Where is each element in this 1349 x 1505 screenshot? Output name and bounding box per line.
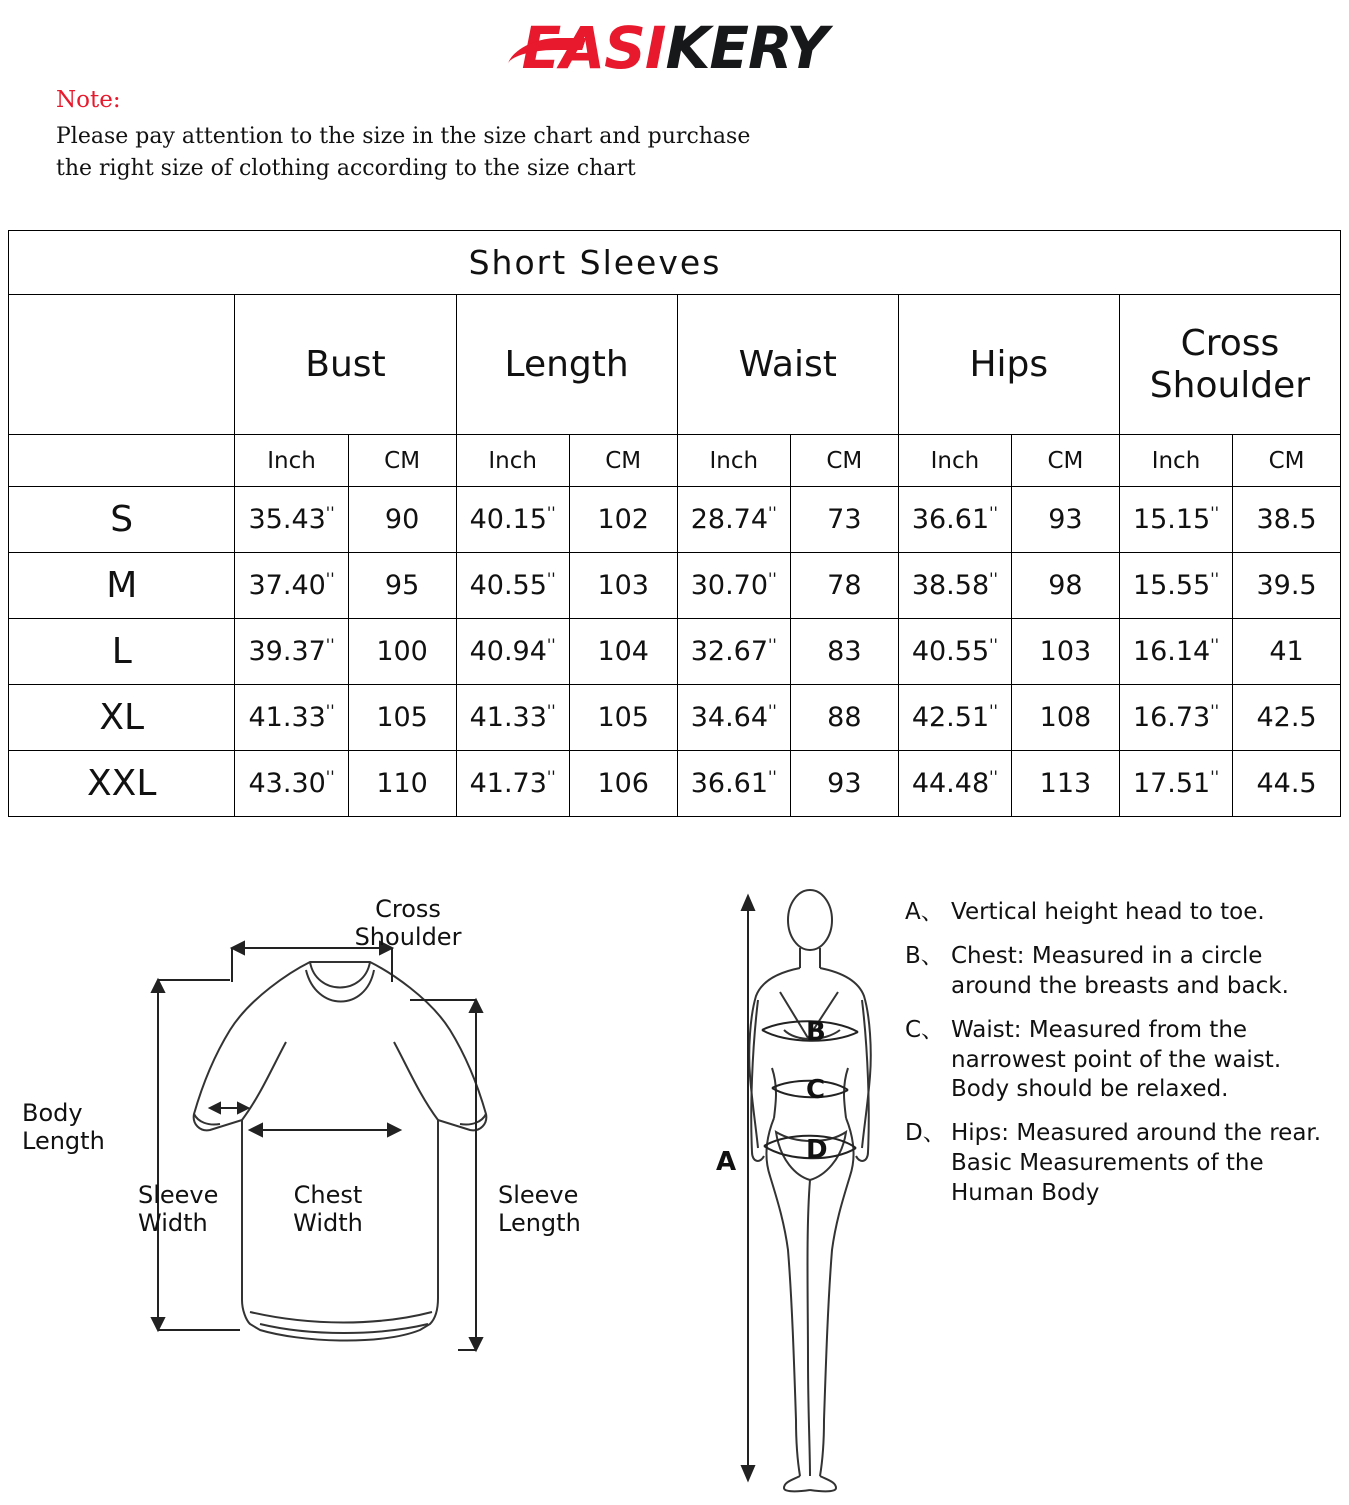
cell-hips-cm: 113 [1011, 751, 1119, 817]
legend-item-a [905, 898, 1335, 928]
cell-waist-cm: 93 [790, 751, 898, 817]
measure-group-header-row [9, 295, 1341, 435]
table-row [9, 751, 1341, 817]
label-body-length-line2: Length [22, 1126, 105, 1155]
unit-corner-cell [9, 435, 235, 487]
measurement-legend [905, 898, 1335, 1223]
cell-length-cm: 105 [569, 685, 677, 751]
legend-key-a: A、 [905, 899, 944, 925]
cell-length-inch: 40.15'' [456, 487, 569, 553]
unit-bust-cm: CM [348, 435, 456, 487]
label-sleeve-length-line2: Length [498, 1208, 581, 1237]
cell-shoulder-cm: 38.5 [1233, 487, 1341, 553]
legend-text-b: Chest: Measured in a circle around the breasts and back. [951, 942, 1289, 999]
unit-bust-inch: Inch [235, 435, 348, 487]
size-label: L [9, 619, 235, 685]
cell-waist-inch: 32.67'' [677, 619, 790, 685]
cell-hips-inch: 44.48'' [898, 751, 1011, 817]
body-measurement-diagram [700, 880, 920, 1500]
cell-length-cm: 102 [569, 487, 677, 553]
cell-hips-inch: 42.51'' [898, 685, 1011, 751]
label-sleeve-width-line1: Sleeve [138, 1181, 219, 1209]
legend-text-c: Waist: Measured from the narrowest point of the waist. Body should be relaxed. [951, 1016, 1282, 1103]
cell-bust-inch: 43.30'' [235, 751, 348, 817]
cell-hips-inch: 40.55'' [898, 619, 1011, 685]
label-sleeve-width-line2: Width [138, 1208, 208, 1237]
label-body-length [22, 1100, 142, 1155]
cell-hips-inch: 38.58'' [898, 553, 1011, 619]
cell-shoulder-inch: 16.14'' [1119, 619, 1232, 685]
label-cross-shoulder [328, 896, 488, 951]
cell-shoulder-cm: 42.5 [1233, 685, 1341, 751]
cell-bust-inch: 37.40'' [235, 553, 348, 619]
marker-c-text: C [806, 1075, 826, 1105]
group-header-waist: Waist [677, 295, 898, 435]
unit-waist-inch: Inch [677, 435, 790, 487]
cell-bust-inch: 41.33'' [235, 685, 348, 751]
table-row [9, 553, 1341, 619]
group-header-bust: Bust [235, 295, 456, 435]
cell-length-inch: 40.94'' [456, 619, 569, 685]
size-label: XL [9, 685, 235, 751]
size-chart-table [8, 230, 1341, 817]
cell-length-inch: 41.73'' [456, 751, 569, 817]
unit-length-inch: Inch [456, 435, 569, 487]
cell-shoulder-inch: 15.55'' [1119, 553, 1232, 619]
legend-item-b [905, 942, 1335, 1002]
unit-waist-cm: CM [790, 435, 898, 487]
cell-bust-inch: 35.43'' [235, 487, 348, 553]
brand-wordmark [522, 8, 828, 88]
cell-waist-cm: 83 [790, 619, 898, 685]
size-label: M [9, 553, 235, 619]
cell-shoulder-inch: 15.15'' [1119, 487, 1232, 553]
legend-text-a: Vertical height head to toe. [951, 899, 1265, 925]
label-sleeve-width [138, 1182, 258, 1237]
unit-header-row [9, 435, 1341, 487]
size-chart-wrapper [8, 230, 1341, 817]
cell-shoulder-inch: 16.73'' [1119, 685, 1232, 751]
unit-hips-cm: CM [1011, 435, 1119, 487]
group-header-length: Length [456, 295, 677, 435]
legend-text-d: Hips: Measured around the rear. Basic Measurements of the Human Body [951, 1120, 1322, 1207]
brand-name-part2: KERY [665, 14, 828, 82]
table-row [9, 487, 1341, 553]
marker-d-text: D [806, 1135, 828, 1165]
note-block [56, 84, 750, 185]
legend-key-c: C、 [905, 1016, 945, 1043]
label-chest-width-line1: Chest [293, 1181, 363, 1209]
cell-waist-cm: 78 [790, 553, 898, 619]
cell-waist-inch: 34.64'' [677, 685, 790, 751]
corner-cell [9, 295, 235, 435]
cell-waist-inch: 28.74'' [677, 487, 790, 553]
cell-length-cm: 104 [569, 619, 677, 685]
cell-length-cm: 103 [569, 553, 677, 619]
cell-length-cm: 106 [569, 751, 677, 817]
cell-shoulder-cm: 41 [1233, 619, 1341, 685]
note-line-2: the right size of clothing according to the size chart [56, 156, 636, 182]
group-header-cross-shoulder: Cross Shoulder [1119, 295, 1340, 435]
chart-title-row [9, 231, 1341, 295]
cell-shoulder-cm: 44.5 [1233, 751, 1341, 817]
garment-svg [110, 900, 690, 1460]
cell-length-inch: 40.55'' [456, 553, 569, 619]
cell-waist-inch: 30.70'' [677, 553, 790, 619]
unit-length-cm: CM [569, 435, 677, 487]
cell-bust-cm: 105 [348, 685, 456, 751]
cell-bust-cm: 110 [348, 751, 456, 817]
cell-hips-cm: 108 [1011, 685, 1119, 751]
cell-bust-cm: 90 [348, 487, 456, 553]
cell-waist-inch: 36.61'' [677, 751, 790, 817]
legend-item-d [905, 1119, 1335, 1209]
note-title: Note: [56, 87, 121, 113]
legend-key-b: B、 [905, 942, 944, 969]
unit-hips-inch: Inch [898, 435, 1011, 487]
table-row [9, 619, 1341, 685]
cell-hips-cm: 93 [1011, 487, 1119, 553]
size-label: XXL [9, 751, 235, 817]
label-body-length-line1: Body [22, 1099, 83, 1127]
table-row [9, 685, 1341, 751]
label-cross-shoulder-line1: Cross [375, 895, 441, 923]
cell-shoulder-inch: 17.51'' [1119, 751, 1232, 817]
body-svg [700, 880, 920, 1500]
cell-hips-inch: 36.61'' [898, 487, 1011, 553]
garment-measurement-diagram [22, 895, 690, 1460]
unit-shoulder-cm: CM [1233, 435, 1341, 487]
size-label: S [9, 487, 235, 553]
cell-shoulder-cm: 39.5 [1233, 553, 1341, 619]
label-sleeve-length-line1: Sleeve [498, 1181, 579, 1209]
cell-bust-cm: 100 [348, 619, 456, 685]
cell-waist-cm: 88 [790, 685, 898, 751]
group-header-hips: Hips [898, 295, 1119, 435]
cell-bust-cm: 95 [348, 553, 456, 619]
marker-a-text: A [716, 1147, 737, 1177]
diagram-section [0, 880, 1349, 1500]
label-sleeve-length [498, 1182, 638, 1237]
cell-length-inch: 41.33'' [456, 685, 569, 751]
unit-shoulder-inch: Inch [1119, 435, 1232, 487]
legend-item-c [905, 1016, 1335, 1106]
note-line-1: Please pay attention to the size in the size chart and purchase [56, 124, 751, 150]
cell-waist-cm: 73 [790, 487, 898, 553]
cell-bust-inch: 39.37'' [235, 619, 348, 685]
legend-key-d: D、 [905, 1120, 946, 1147]
chart-title: Short Sleeves [9, 231, 1341, 295]
label-chest-width-line2: Width [293, 1208, 363, 1237]
swoosh-icon [507, 38, 585, 64]
label-cross-shoulder-line2: Shoulder [354, 922, 462, 951]
brand-logo [0, 8, 1349, 88]
brand-name-part1: EASI [521, 14, 666, 82]
label-chest-width [258, 1182, 398, 1237]
cell-hips-cm: 103 [1011, 619, 1119, 685]
marker-b-text: B [806, 1017, 826, 1047]
cell-hips-cm: 98 [1011, 553, 1119, 619]
